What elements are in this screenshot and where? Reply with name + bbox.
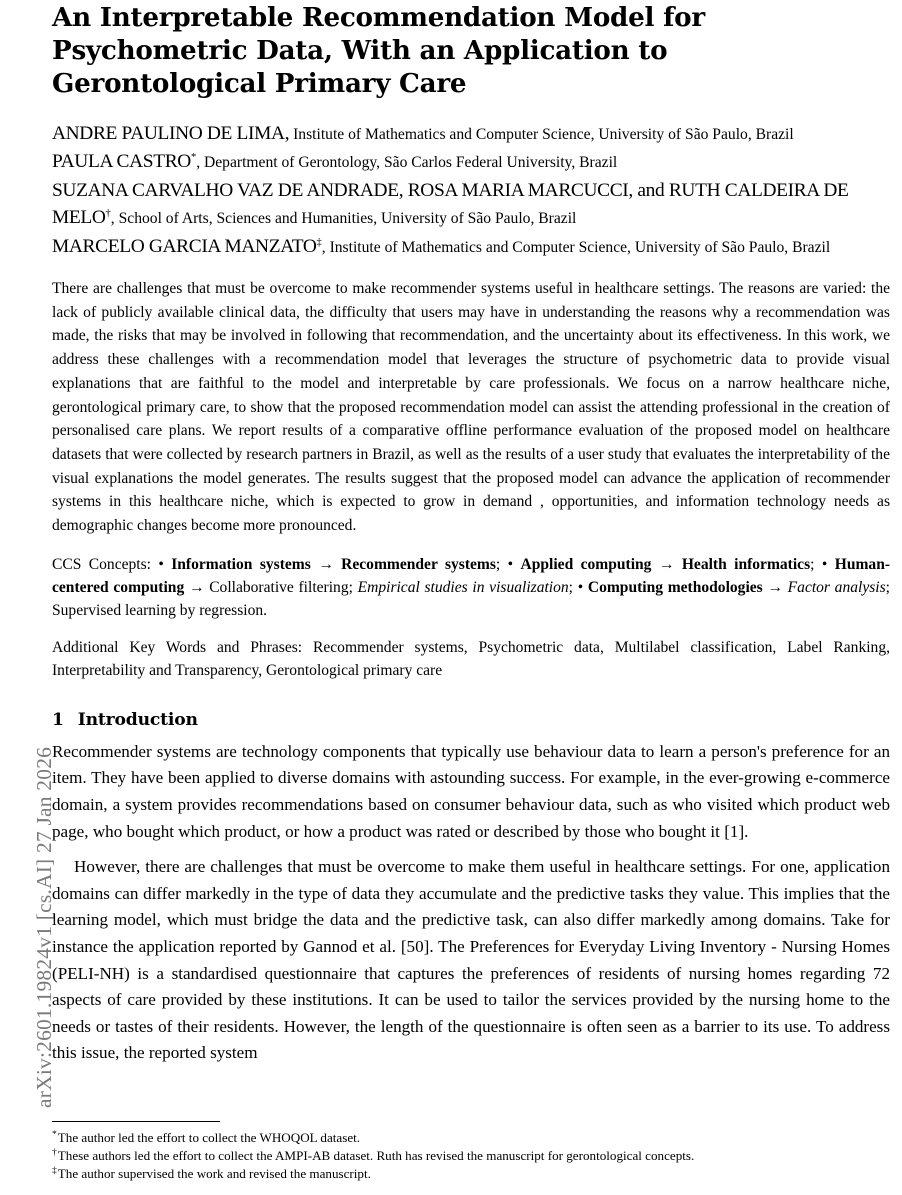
ccs-subconcept-italic: Empirical studies in visualization <box>357 578 569 596</box>
footnote-text: The author led the effort to collect the WHOQOL dataset. <box>57 1130 361 1145</box>
ccs-bullet: • <box>821 555 828 573</box>
ccs-item <box>508 556 822 573</box>
keywords-label: Additional Key Words and Phrases: <box>52 638 303 656</box>
author-affiliation: , School of Arts, Sciences and Humanities, University of São Paulo, Brazil <box>110 210 577 228</box>
author-affiliation: , Institute of Mathematics and Computer Science, University of São Paulo, Brazil <box>321 238 831 256</box>
ccs-subconcept: Supervised learning by regression. <box>52 601 268 619</box>
author-entry <box>52 233 890 261</box>
body-paragraph: Recommender systems are technology components that typically use behaviour data to learn a person's preference for an item. They have been applied to diverse domains with astounding success. For example, in the ever-growing e-commerce domain, a system provides recommendations based on consumer behaviour data, such as who visited which product web page, who bought which product, or how a product was rated or described by those who bought it [1]. <box>52 741 890 841</box>
arrow-icon: → <box>658 555 675 573</box>
ccs-subconcept: Collaborative filtering <box>209 578 349 596</box>
footnote-marker: ‡ <box>316 236 322 248</box>
ccs-separator: ; <box>568 578 573 596</box>
arxiv-stamp <box>0 0 56 1195</box>
ccs-bullet: • <box>158 555 164 573</box>
ccs-separator: ; <box>810 555 815 573</box>
keywords-terms: Recommender systems, Psychometric data, Multilabel classification, Label Ranking, Interpretability and Transparency, Gerontological primary care <box>52 638 890 679</box>
section-number: 1 <box>52 709 64 730</box>
ccs-subconcept: Recommender systems <box>341 555 496 573</box>
author-names: MARCELO GARCIA MANZATO <box>52 235 317 257</box>
arxiv-stamp-text: arXiv:2601.19824v1 [cs.AI] 27 Jan 2026 <box>32 746 56 1108</box>
body-paragraph: However, there are challenges that must be overcome to make them useful in healthcare settings. For one, application domains can differ markedly in the type of data they accumulate and the predictive tasks they value. This implies that the learning model, which must bridge the data and the predictive task, can also differ markedly among domains. Take for instance the application reported by Gannod et al. [50]. The Preferences for Everyday Living Inventory - Nursing Homes (PELI-NH) is a standardised questionnaire that captures the preferences of residents of nursing homes regarding 72 aspects of care provided by these institutions. It can be used to tailor the services provided by the nursing home to the needs or tastes of their residents. However, the length of the questionnaire is often seen as a barrier to its use. To address this issue, the reported system <box>52 857 890 1063</box>
ccs-concept: Applied computing <box>520 555 652 573</box>
footnote-text: The author supervised the work and revised the manuscript. <box>57 1166 371 1182</box>
footnote-item <box>52 1147 890 1165</box>
page-title: An Interpretable Recommendation Model for Psychometric Data, With an Application to Gerontological Primary Care <box>52 2 705 99</box>
paper-page <box>52 0 890 1195</box>
author-entry <box>52 148 890 176</box>
author-entry <box>52 177 890 233</box>
ccs-concept: Human-centered computing <box>52 555 891 596</box>
ccs-concept: Computing methodologies <box>587 578 763 596</box>
author-entry <box>52 120 890 148</box>
author-names: SUZANA CARVALHO VAZ DE ANDRADE, ROSA MARIA MARCUCCI, and RUTH CALDEIRA DE MELO <box>52 179 849 229</box>
author-affiliation: , Department of Gerontology, São Carlos Federal University, Brazil <box>196 154 618 172</box>
section-heading-introduction <box>52 710 890 730</box>
ccs-bullet: • <box>507 555 514 573</box>
ccs-separator: ; <box>348 578 353 596</box>
ccs-subconcept: Health informatics <box>681 555 811 573</box>
abstract: There are challenges that must be overcome to make recommender systems useful in healthcare settings. The reasons are varied: the lack of publicly available clinical data, the difficulty that users may have in understanding the reasons why a recommendation was made, the risks that may be involved in following that recommendation, and the uncertainty about its effectiveness. In this work, we address these challenges with a recommendation model that leverages the structure of psychometric data to provide visual explanations that are faithful to the model and interpretable by care professionals. We focus on a narrow healthcare niche, gerontological primary care, to show that the proposed recommendation model can assist the attending professional in the creation of personalised care plans. We report results of a comparative offline performance evaluation of the proposed model on healthcare datasets that were collected by research partners in Brazil, as well as the results of a user study that evaluates the interpretability of the visual explanations the model generates. The results suggest that the proposed model can advance the application of recommender systems in this healthcare niche, which is expected to grow in demand , opportunities, and information technology needs as demographic changes become more pronounced. <box>52 280 890 535</box>
footnote-marker: † <box>105 208 111 220</box>
ccs-label: CCS Concepts: <box>52 555 151 573</box>
ccs-separator: ; <box>885 578 890 596</box>
footnote-item <box>52 1165 890 1183</box>
footnote-marker: * <box>190 152 197 164</box>
section-title: Introduction <box>77 709 198 730</box>
keywords-line <box>52 636 890 682</box>
footnote-rule <box>52 1121 220 1122</box>
footnote-marker: * <box>52 1128 57 1140</box>
footnote-text: These authors led the effort to collect the AMPI-AB dataset. Ruth has revised the manuscript for gerontological concepts. <box>57 1148 695 1164</box>
arrow-icon: → <box>188 578 205 596</box>
author-names: ANDRE PAULINO DE LIMA, <box>52 123 290 144</box>
footnote-marker: ‡ <box>52 1165 57 1177</box>
author-block <box>52 120 890 261</box>
ccs-bullet: • <box>577 578 584 596</box>
footnotes-block <box>52 1121 890 1184</box>
ccs-concept: Information systems <box>171 555 311 573</box>
ccs-item <box>158 556 507 573</box>
arrow-icon: → <box>318 555 334 573</box>
footnote-item <box>52 1129 890 1147</box>
ccs-subconcept-italic: Factor analysis <box>787 578 886 596</box>
author-affiliation: Institute of Mathematics and Computer Science, University of São Paulo, Brazil <box>289 126 794 143</box>
arrow-icon: → <box>767 578 783 596</box>
ccs-concepts <box>52 553 890 622</box>
footnote-marker: † <box>52 1146 57 1158</box>
ccs-separator: ; <box>495 555 501 573</box>
author-names: PAULA CASTRO <box>52 151 191 173</box>
